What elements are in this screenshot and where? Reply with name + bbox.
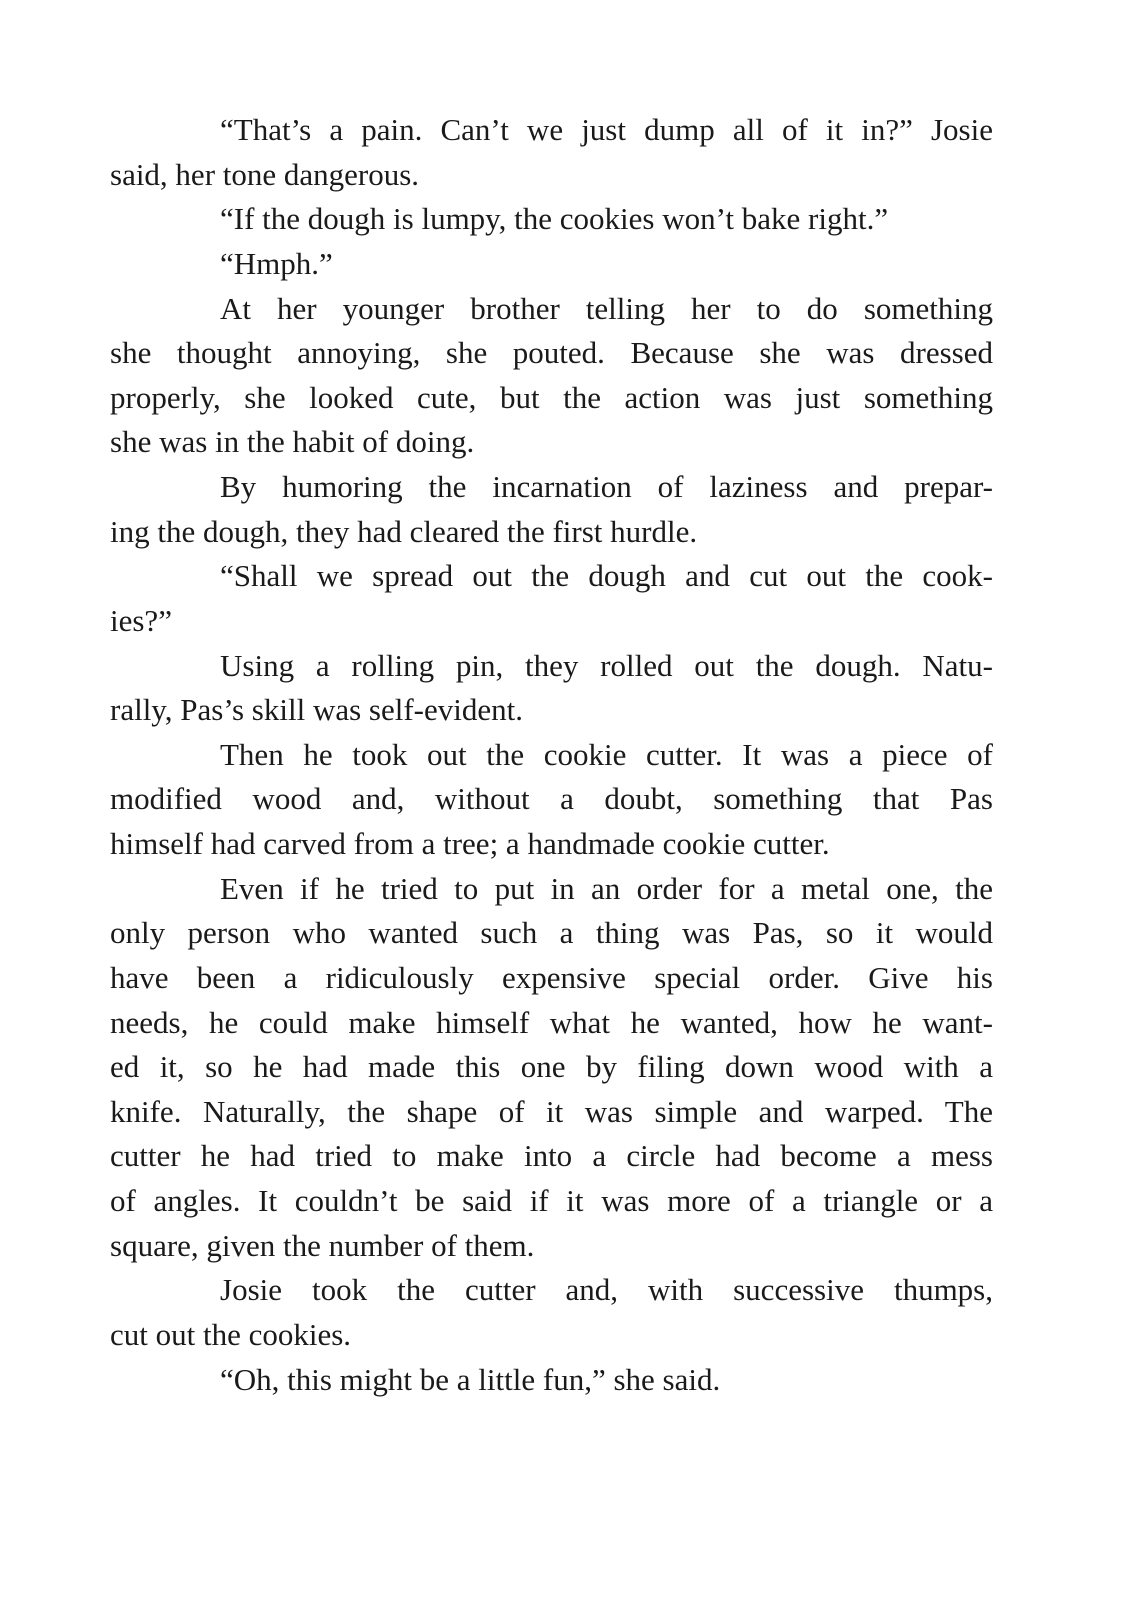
text-line: knife. Naturally, the shape of it was simple and warped. The bbox=[110, 1093, 993, 1129]
text-line: “Shall we spread out the dough and cut out the cook- bbox=[220, 558, 993, 594]
paragraph bbox=[110, 1268, 993, 1357]
text-line: square, given the number of them. bbox=[110, 1227, 535, 1263]
paragraph bbox=[110, 644, 993, 733]
paragraph bbox=[110, 554, 993, 643]
text-line: “If the dough is lumpy, the cookies won’t bake right.” bbox=[220, 201, 889, 237]
text-line: cutter he had tried to make into a circle had become a mess bbox=[110, 1138, 993, 1174]
text-line: said, her tone dangerous. bbox=[110, 156, 420, 192]
text-line: needs, he could make himself what he wanted, how he want- bbox=[110, 1004, 993, 1040]
text-line: ing the dough, they had cleared the first hurdle. bbox=[110, 513, 698, 549]
text-line: cut out the cookies. bbox=[110, 1316, 352, 1352]
text-line: “Hmph.” bbox=[220, 245, 333, 281]
text-line: Josie took the cutter and, with successive thumps, bbox=[220, 1272, 993, 1308]
text-line: only person who wanted such a thing was Pas, so it would bbox=[110, 915, 993, 951]
text-line: Using a rolling pin, they rolled out the dough. Natu- bbox=[220, 647, 993, 683]
paragraph bbox=[110, 108, 993, 197]
paragraph bbox=[110, 867, 993, 1269]
text-line: modified wood and, without a doubt, something that Pas bbox=[110, 781, 993, 817]
paragraph bbox=[110, 465, 993, 554]
text-line: himself had carved from a tree; a handmade cookie cutter. bbox=[110, 826, 830, 861]
text-line: Even if he tried to put in an order for a metal one, the bbox=[220, 870, 993, 906]
text-line: she was in the habit of doing. bbox=[110, 424, 475, 460]
text-line: properly, she looked cute, but the action was just something bbox=[110, 379, 993, 415]
text-line: “Oh, this might be a little fun,” she said. bbox=[220, 1361, 721, 1397]
text-line: Then he took out the cookie cutter. It was a piece of bbox=[220, 736, 993, 772]
text-line: rally, Pas’s skill was self-evident. bbox=[110, 692, 523, 728]
text-line: “That’s a pain. Can’t we just dump all of it in?” Josie bbox=[220, 112, 993, 147]
text-line: ed it, so he had made this one by filing down wood with a bbox=[110, 1049, 993, 1085]
document-page bbox=[110, 108, 993, 1402]
text-line: By humoring the incarnation of laziness and prepar- bbox=[220, 469, 993, 504]
text-line: At her younger brother telling her to do something bbox=[220, 290, 993, 326]
text-line: ies?” bbox=[110, 602, 172, 638]
paragraph bbox=[110, 1358, 993, 1403]
text-line: have been a ridiculously expensive special order. Give his bbox=[110, 959, 993, 995]
text-line: of angles. It couldn’t be said if it was more of a triangle or a bbox=[110, 1183, 993, 1218]
paragraph bbox=[110, 287, 993, 466]
paragraph bbox=[110, 242, 993, 287]
text-line: she thought annoying, she pouted. Because she was dressed bbox=[110, 335, 993, 371]
paragraph bbox=[110, 733, 993, 867]
paragraph bbox=[110, 197, 993, 242]
